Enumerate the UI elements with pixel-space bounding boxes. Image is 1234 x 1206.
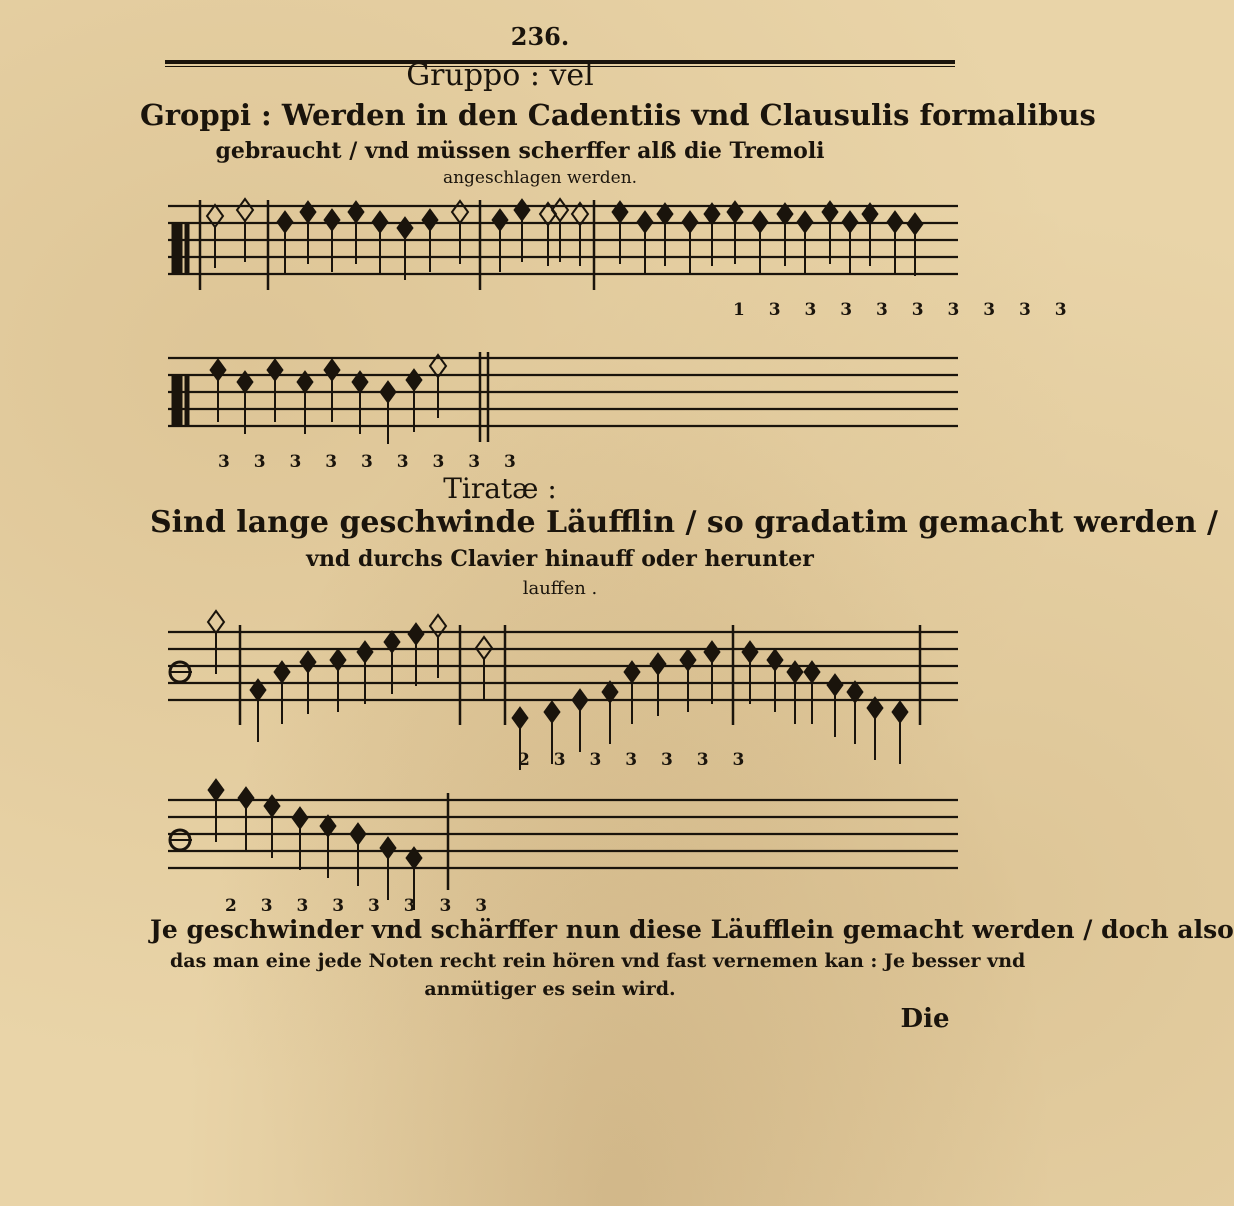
gruppo-text-line-1: Groppi : Werden in den Cadentiis vnd Clausulis formalibus [140,98,1096,132]
note [907,213,923,235]
gruppo-figures-row-1: 1 3 3 3 3 3 3 3 3 3 [733,300,1076,320]
note [842,211,858,233]
note [680,649,696,671]
note [357,641,373,663]
note [372,211,388,233]
note [348,201,364,223]
note [292,807,308,829]
section-heading-tiratae: Tiratæ : [443,472,557,505]
closing-text-line-3: anmütiger es sein wird. [424,978,676,1000]
note [742,641,758,663]
tiratae-figures-row-2: 2 3 3 3 3 3 3 3 [225,896,497,916]
note [727,201,743,223]
page-number: 236. [510,22,570,51]
note [682,211,698,233]
note [572,689,588,711]
note [512,707,528,729]
note [752,211,768,233]
closing-text-line-1: Je geschwinder vnd schärffer nun diese Läufflein gemacht werden / doch also [150,915,1234,944]
tiratae-text-line-2: vnd durchs Clavier hinauff oder herunter [306,546,814,572]
note [210,359,226,381]
note [612,201,628,223]
note [787,661,803,683]
note [452,201,468,223]
note [264,795,280,817]
tiratae-text-line-1: Sind lange geschwinde Läufflin / so gradatim gemacht werden / [150,505,1218,540]
note [637,211,653,233]
note [300,651,316,673]
note [300,201,316,223]
note [208,779,224,801]
note [380,837,396,859]
note [380,381,396,403]
tiratae-text-line-3: lauffen . [522,578,598,599]
note [408,623,424,645]
note [544,701,560,723]
note [330,649,346,671]
note [827,674,843,696]
note [277,211,293,233]
note [624,661,640,683]
section-heading-gruppo: Gruppo : vel [406,58,594,93]
note [430,615,446,637]
note [267,359,283,381]
note [406,369,422,391]
note [237,199,253,221]
note [822,201,838,223]
note [350,823,366,845]
tiratae-figures-row-1: 2 3 3 3 3 3 3 [518,750,754,770]
clef-staff-2 [185,376,189,426]
note [650,653,666,675]
note [892,701,908,723]
note [804,661,820,683]
note [704,641,720,663]
note [238,787,254,809]
note [887,211,903,233]
note [324,359,340,381]
clef-staff-1 [185,224,189,274]
note [797,211,813,233]
note [492,209,508,231]
note [422,209,438,231]
clef-staff-2 [172,376,182,426]
note [397,217,413,239]
note [208,611,224,633]
gruppo-text-line-3: angeschlagen werden. [442,168,638,188]
note [514,199,530,221]
note [767,649,783,671]
closing-text-line-2: das man eine jede Noten recht rein hören vnd fast vernemen kan : Je besser vnd [170,950,1026,972]
note [324,209,340,231]
gruppo-text-line-2: gebraucht / vnd müssen scherffer alß die Tremoli [215,138,825,164]
clef-staff-1 [172,224,182,274]
catchword: Die [900,1004,950,1034]
note [274,661,290,683]
gruppo-figures-row-2: 3 3 3 3 3 3 3 3 3 [218,452,525,472]
